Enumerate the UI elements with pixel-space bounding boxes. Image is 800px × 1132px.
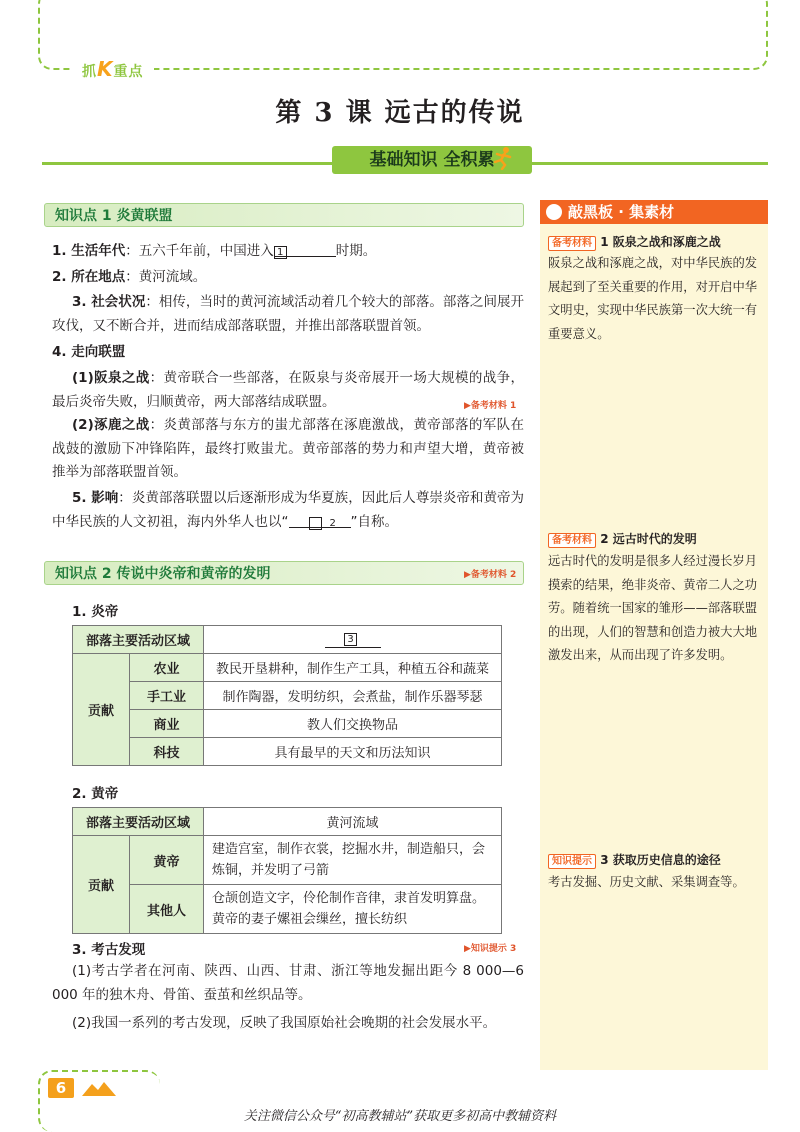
kp1-item2-text: ：黄河流域。 <box>125 269 207 285</box>
arch-label: 3. 考古发现 <box>72 942 146 958</box>
yan-table <box>72 625 502 766</box>
sidebar-header <box>540 200 768 224</box>
yan-group-label: 贡献 <box>73 654 130 766</box>
yan-row-value: 教人们交换物品 <box>204 710 502 738</box>
ref-hint-3[interactable]: ▶知识提示 3 <box>464 944 517 954</box>
sidebar-m2-tag: 备考材料 <box>548 533 596 548</box>
mountain-icon <box>82 1080 116 1096</box>
kp1-item2-label: 2. 所在地点 <box>52 269 126 285</box>
blank-2[interactable] <box>289 511 351 528</box>
kp1-item4b-text: ：炎黄部落与东方的蚩尤部落在涿鹿激战，黄帝部落的军队在战鼓的激励下冲锋陷阵，最终打败蚩尤。黄帝部落的势力和声望大增，黄帝被推举为部落联盟首领。 <box>52 417 525 480</box>
kp1-item4 <box>52 341 524 365</box>
kp1-item5-text: ：炎黄部落联盟以后逐渐形成为华夏族，因此后人尊崇炎帝和黄帝为中华民族的人文初祖，海内外华人也以“ <box>52 490 524 530</box>
kp2-heading: 知识点 2 传说中炎帝和黄帝的发明 <box>44 561 524 585</box>
kp1-heading: 知识点 1 炎黄联盟 <box>44 203 524 227</box>
sidebar-title: 敲黑板 · 集素材 <box>568 203 675 221</box>
brand-tail: 重点 <box>113 64 144 80</box>
blank-3[interactable] <box>325 631 381 648</box>
kp1-item2 <box>52 266 524 290</box>
kp1-item1-label: 1. 生活年代 <box>52 243 126 259</box>
huang-table <box>72 807 502 934</box>
huang-row-key: 黄帝 <box>129 836 203 885</box>
yan-row-value: 教民开垦耕种，制作生产工具，种植五谷和蔬菜 <box>204 654 502 682</box>
lesson-title: 第 3 课 远古的传说 <box>275 98 525 128</box>
sidebar-m3-text: 考古发掘、历史文献、采集调查等。 <box>548 875 745 889</box>
huang-area-value: 黄河流域 <box>204 808 502 836</box>
kp1-item1-text: ：五六千年前，中国进入 <box>125 243 274 259</box>
blank-1[interactable] <box>274 240 336 257</box>
footer-note: 关注微信公众号“初高教辅站”获取更多初高中教辅资料 <box>243 1109 557 1124</box>
yan-row-key: 手工业 <box>129 682 203 710</box>
yan-row-key: 农业 <box>129 654 203 682</box>
ref-material-2[interactable]: ▶备考材料 2 <box>464 570 517 580</box>
sidebar-m1-heading: 1 阪泉之战和涿鹿之战 <box>600 235 721 249</box>
runner-icon <box>490 146 516 170</box>
yan-row-value: 制作陶器，发明纺织，会煮盐，制作乐器琴瑟 <box>204 682 502 710</box>
blank-2-num: 2 <box>309 517 322 530</box>
huang-row-value: 建造宫室，制作衣裳，挖掘水井，制造船只，会炼铜，并发明了弓箭 <box>204 836 502 885</box>
blank-1-num: 1 <box>274 246 287 259</box>
kp1-item1-tail: 时期。 <box>335 243 377 259</box>
arch-p1: (1)考古学者在河南、陕西、山西、甘肃、浙江等地发掘出距今 8 000—6 000 年的独木舟、骨笛、蚕茧和丝织品等。 <box>52 963 524 1003</box>
kp1-item3-text: ：相传，当时的黄河流域活动着几个较大的部落。部落之间展开攻伐，又不断合并，进而结成部落联盟，并推出部落联盟首领。 <box>52 294 524 334</box>
kp1-item5-label: 5. 影响 <box>72 490 119 506</box>
ref-material-1[interactable]: ▶备考材料 1 <box>464 401 517 411</box>
brand-logo <box>72 56 154 82</box>
kp1-item4a <box>52 367 524 414</box>
kp1-item1 <box>52 240 524 264</box>
yan-row-key: 科技 <box>129 738 203 766</box>
brand-k: K <box>97 57 114 81</box>
huang-group-label: 贡献 <box>73 836 130 934</box>
yan-area-label: 部落主要活动区域 <box>73 626 204 654</box>
yan-row-value: 具有最早的天文和历法知识 <box>204 738 502 766</box>
kp1-item4b <box>52 414 524 485</box>
kp1-item4-label: 4. 走向联盟 <box>52 344 126 360</box>
huang-label: 2. 黄帝 <box>72 786 119 802</box>
page-number: 6 <box>48 1078 74 1098</box>
sidebar-m2-title <box>548 530 764 548</box>
section-label: 基础知识 全积累 <box>332 146 532 174</box>
yan-row-key: 商业 <box>129 710 203 738</box>
brand-text: 抓 <box>82 64 97 80</box>
yan-label: 1. 炎帝 <box>72 604 119 620</box>
huang-row-value: 仓颉创造文字，伶伦制作音律，隶首发明算盘。黄帝的妻子嫘祖会缫丝，擅长纺织 <box>204 885 502 934</box>
huang-area-label: 部落主要活动区域 <box>73 808 204 836</box>
sidebar-m1-text: 阪泉之战和涿鹿之战，对中华民族的发展起到了至关重要的作用，对开启中华文明史，实现中华民族第一次大统一有重要意义。 <box>548 256 758 341</box>
sidebar-m3-tag: 知识提示 <box>548 854 596 869</box>
kp1-item4a-label: (1)阪泉之战 <box>72 370 150 386</box>
sidebar-m3-heading: 3 获取历史信息的途径 <box>600 853 721 867</box>
sidebar-m1-title <box>548 233 764 251</box>
section-bar <box>42 150 768 170</box>
kp1-item3-label: 3. 社会状况 <box>72 294 146 310</box>
huang-row-key: 其他人 <box>129 885 203 934</box>
sidebar-m3-title <box>548 851 764 869</box>
kp1-item3 <box>52 291 524 338</box>
kp1-item4b-label: (2)涿鹿之战 <box>72 417 150 433</box>
kp1-item5 <box>52 487 524 534</box>
blank-3-num: 3 <box>344 633 357 646</box>
bulb-icon <box>546 204 562 220</box>
arch-p2: (2)我国一系列的考古发现，反映了我国原始社会晚期的社会发展水平。 <box>72 1015 497 1031</box>
sidebar-m1-tag: 备考材料 <box>548 236 596 251</box>
yan-area-cell <box>204 626 502 654</box>
sidebar-m2-text: 远古时代的发明是很多人经过漫长岁月摸索的结果，绝非炎帝、黄帝二人之功劳。随着统一国家的雏形——部落联盟的出现，人们的智慧和创造力被大大地激发出来，从而出现了许多发明。 <box>548 554 758 662</box>
kp1-item4a-text: ：黄帝联合一些部落，在阪泉与炎帝展开一场大规模的战争，最后炎帝失败，归顺黄帝，两大部落结成联盟。 <box>52 370 525 410</box>
kp1-item5-tail: ”自称。 <box>350 513 398 530</box>
sidebar-m2-heading: 2 远古时代的发明 <box>600 532 697 546</box>
